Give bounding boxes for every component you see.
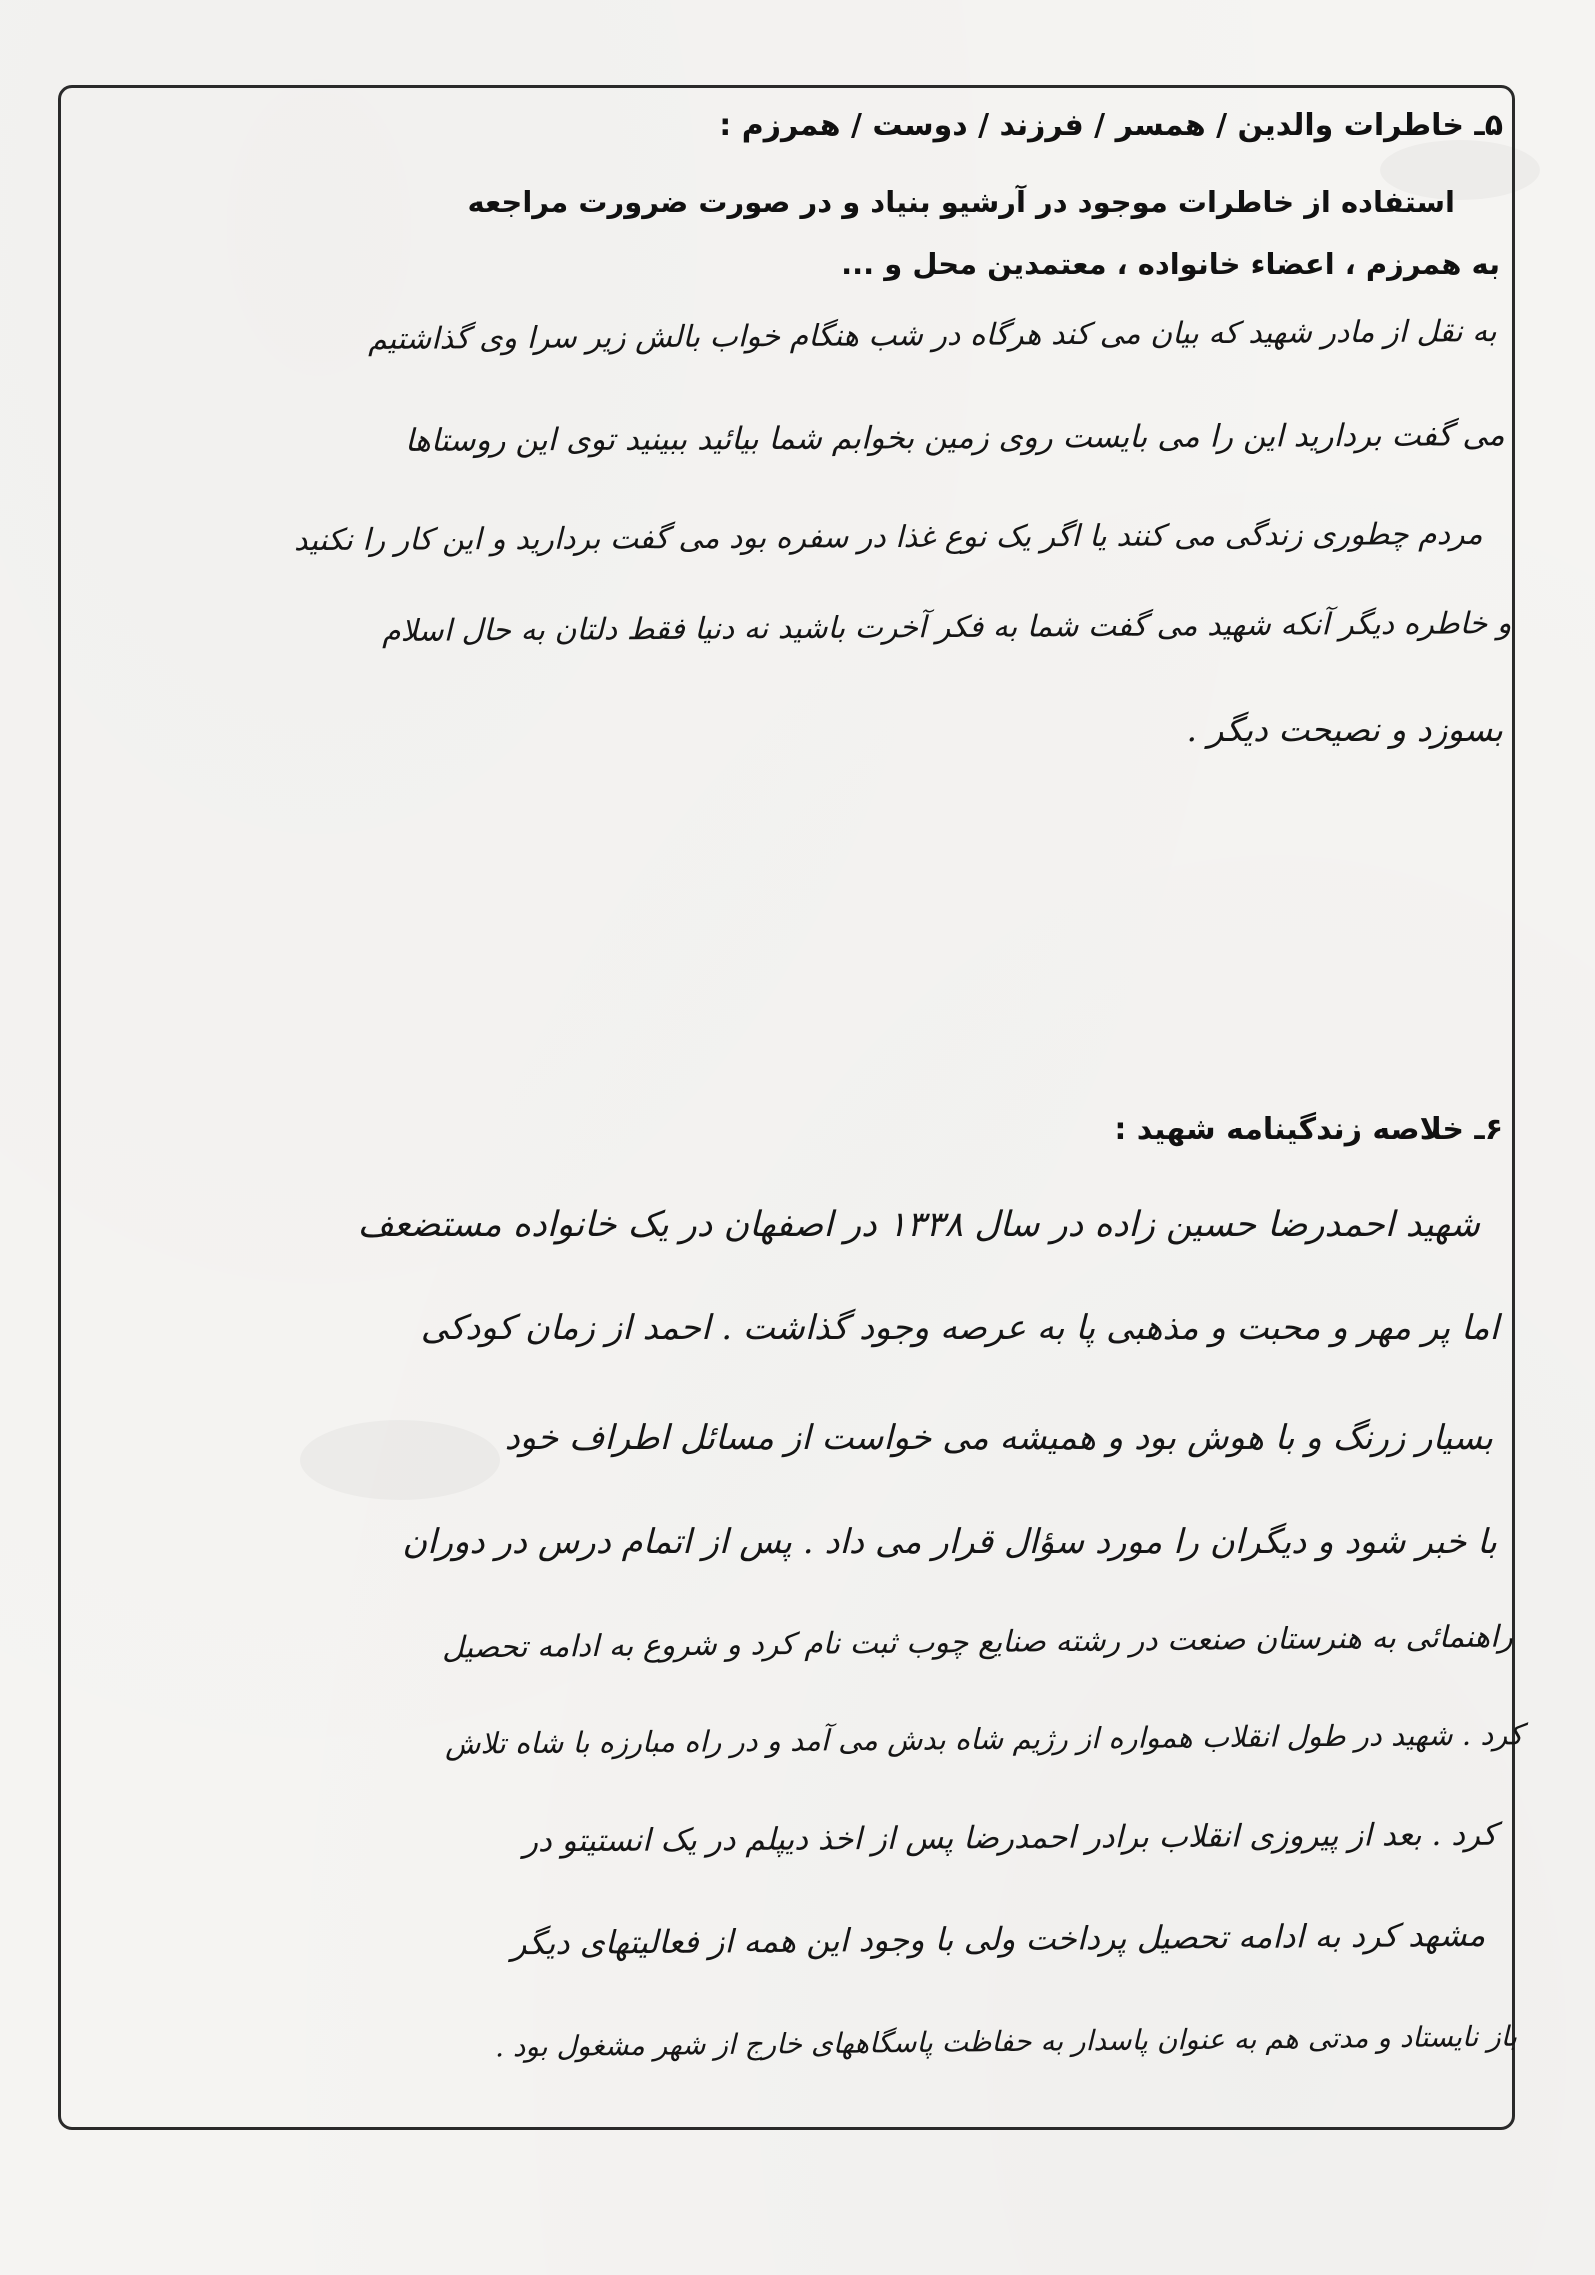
biography-line-1: شهید احمدرضا حسین زاده در سال ۱۳۳۸ در اصفهان در یک خانواده مستضعف [357,1205,1480,1245]
biography-line-6: کرد . شهید در طول انقلاب همواره از رژیم شاه بدش می آمد و در راه مبارزه با شاه تلاش [444,1717,1524,1761]
memory-line-5: بسوزد و نصیحت دیگر . [1186,710,1503,749]
section-5-instruction-line-2: به همرزم ، اعضاء خانواده ، معتمدین محل و ... [841,247,1500,281]
biography-line-9: باز نایستاد و مدتی هم به عنوان پاسدار به حفاظت پاسگاههای خارج از شهر مشغول بود . [494,2019,1518,2064]
memory-line-1: به نقل از مادر شهید که بیان می کند هرگاه در شب هنگام خواب بالش زیر سرا وی گذاشتیم [368,314,1498,357]
memory-line-2: می گفت بردارید این را می بایست روی زمین بخوابم شما بیائید ببینید توی این روستاها [405,417,1506,459]
biography-line-2: اما پر مهر و محبت و مذهبی پا به عرصه وجود گذاشت . احمد از زمان کودکی [420,1308,1499,1348]
biography-line-3: بسیار زرنگ و با هوش بود و همیشه می خواست از مسائل اطراف خود [504,1418,1493,1458]
biography-line-8: مشهد کرد به ادامه تحصیل پرداخت ولی با وجود این همه از فعالیتهای دیگر [510,1915,1486,1963]
section-5-instruction-line-1: استفاده از خاطرات موجود در آرشیو بنیاد و در صورت ضرورت مراجعه [467,185,1455,219]
biography-line-7: کرد . بعد از پیروزی انقلاب برادر احمدرضا پس از اخذ دیپلم در یک انستیتو در [523,1816,1498,1860]
biography-line-4: با خبر شود و دیگران را مورد سؤال قرار می داد . پس از اتمام درس در دوران [402,1522,1497,1562]
section-6-heading: ۶ـ خلاصه زندگینامه شهید : [1114,1112,1503,1147]
section-5-heading: ۵ـ خاطرات والدین / همسر / فرزند / دوست / همرزم : [719,108,1503,143]
memory-line-4: و خاطره دیگر آنکه شهید می گفت شما به فکر آخرت باشید نه دنیا فقط دلتان به حال اسلام [381,606,1512,649]
memory-line-3: مردم چطوری زندگی می کنند یا اگر یک نوع غذا در سفره بود می گفت بردارید و این کار را نکنید [294,516,1484,559]
biography-line-5: راهنمائی به هنرستان صنعت در رشته صنایع چوب ثبت نام کرد و شروع به ادامه تحصیل [441,1619,1514,1666]
